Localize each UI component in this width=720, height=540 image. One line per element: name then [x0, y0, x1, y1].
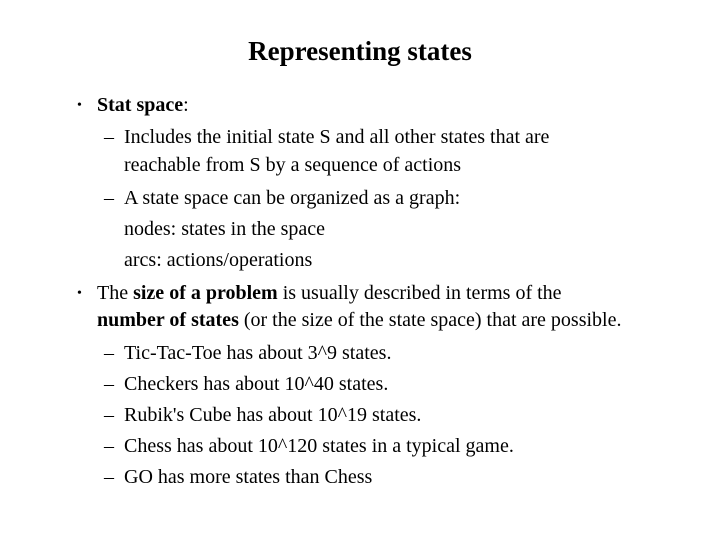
- sub-dash: –: [104, 466, 114, 488]
- bullet-2-text-c: (or the size of the state space) that are possible.: [238, 309, 622, 331]
- sub-dash: –: [104, 435, 114, 457]
- sub-2-line-3: arcs: actions/operations: [124, 249, 313, 271]
- sub-1-line-1: Includes the initial state S and all other states that are: [124, 126, 550, 148]
- bullet-2-bold-a: size of a problem: [133, 282, 278, 304]
- bullet-dot: •: [77, 98, 82, 113]
- sub-item: Tic-Tac-Toe has about 3^9 states.: [124, 342, 392, 364]
- sub-item: Chess has about 10^120 states in a typical game.: [124, 435, 514, 457]
- sub-dash: –: [104, 187, 114, 209]
- bullet-1-text: [97, 91, 189, 119]
- bullet-1-bold: Stat space: [97, 94, 184, 116]
- bullet-2-line-2: [97, 306, 622, 334]
- sub-dash: –: [104, 404, 114, 426]
- sub-1-line-2: reachable from S by a sequence of actions: [124, 154, 462, 176]
- bullet-2-line-1: [97, 279, 562, 307]
- sub-dash: –: [104, 373, 114, 395]
- slide-title: Representing states: [248, 36, 472, 66]
- sub-2-line-2: nodes: states in the space: [124, 218, 326, 240]
- sub-dash: –: [104, 126, 114, 148]
- bullet-dot: •: [77, 286, 82, 301]
- bullet-2-text-b: is usually described in terms of the: [277, 282, 562, 304]
- sub-dash: –: [104, 342, 114, 364]
- bullet-2-text-a: The: [97, 282, 134, 304]
- bullet-2-bold-b: number of states: [97, 309, 239, 331]
- bullet-1-rest: :: [183, 94, 189, 116]
- sub-item: Checkers has about 10^40 states.: [124, 373, 389, 395]
- sub-item: Rubik's Cube has about 10^19 states.: [124, 404, 422, 426]
- sub-item: GO has more states than Chess: [124, 466, 373, 488]
- sub-2-line-1: A state space can be organized as a graph:: [124, 187, 461, 209]
